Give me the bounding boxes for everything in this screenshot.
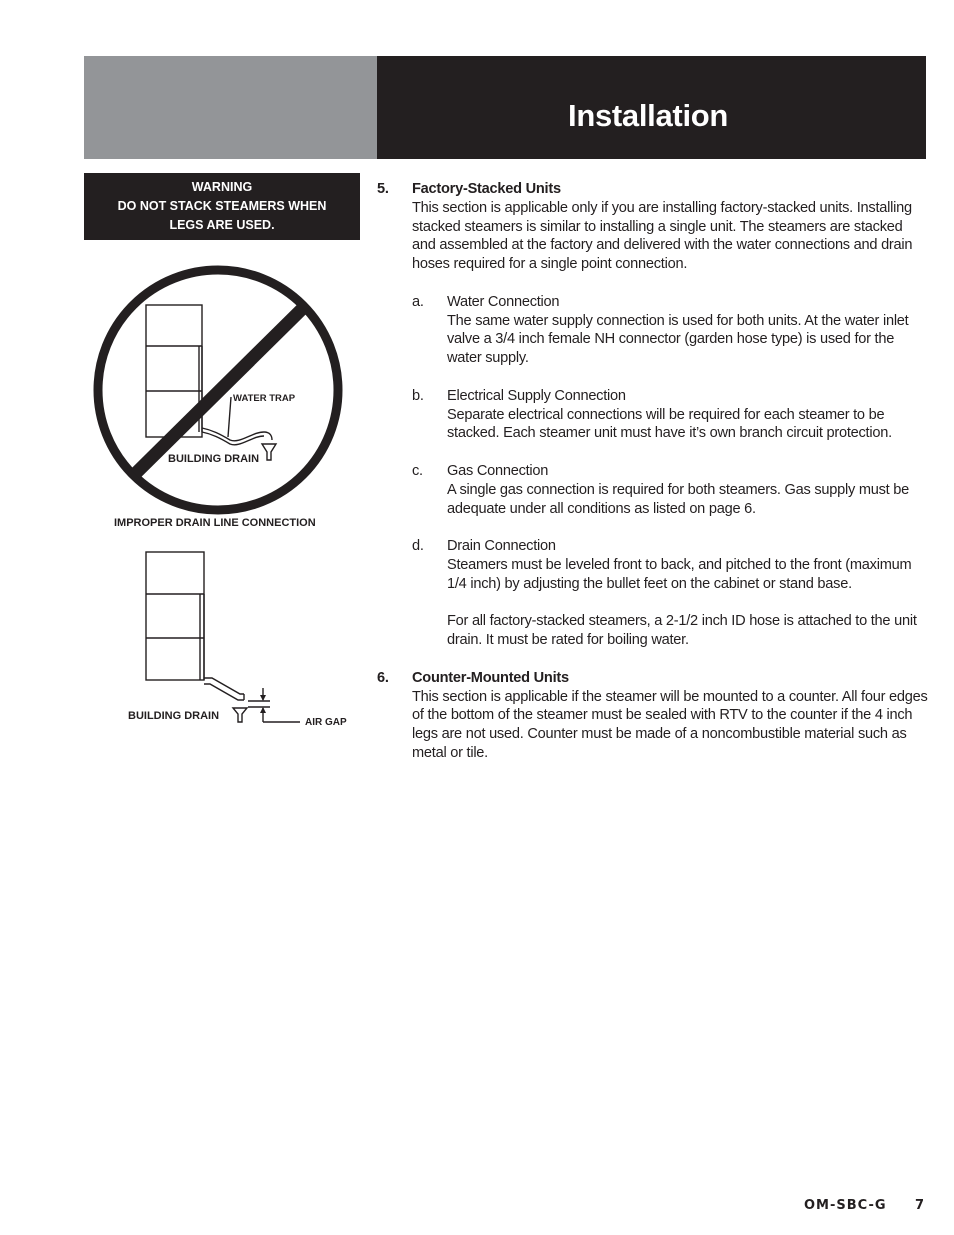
subsection-title: Electrical Supply Connection (447, 387, 626, 404)
building-drain-label: BUILDING DRAIN (168, 453, 260, 465)
section-number: 6. (377, 669, 389, 686)
subsection-electrical-connection (412, 387, 929, 443)
section-factory-stacked (377, 180, 929, 650)
subsection-body: The same water supply connection is used for both units. At the water inlet valve a 3/4 inch female NH connector (garden hose type) is used for the water supply. (447, 312, 909, 367)
proper-drain-figure (84, 545, 364, 735)
section-body: This section is applicable only if you are installing factory-stacked units. Installing stacked steamers is similar to installing a single unit. The steamers are stacked and assembled at the factory and delivered with the water connections and drain hoses required for a single point connection. (412, 199, 913, 273)
subsection-title: Gas Connection (447, 462, 549, 479)
section-counter-mounted (377, 669, 929, 763)
header-black-block (377, 56, 926, 159)
instructions-content (377, 180, 929, 763)
warning-text-line1: DO NOT STACK STEAMERS WHEN (117, 199, 327, 213)
subsection-title: Water Connection (447, 293, 560, 310)
improper-drain-figure (84, 265, 364, 535)
water-trap-label: WATER TRAP (233, 393, 296, 404)
subsection-letter: b. (412, 387, 424, 404)
warning-box (84, 173, 360, 240)
section-title: Counter-Mounted Units (412, 669, 569, 686)
subsection-body: A single gas connection is required for both steamers. Gas supply must be adequate under all conditions as listed on page 6. (447, 481, 909, 517)
subsection-drain-connection (412, 537, 929, 650)
subsection-title: Drain Connection (447, 538, 556, 555)
figure-caption: IMPROPER DRAIN LINE CONNECTION (114, 517, 316, 529)
footer-doc-code: OM-SBC-G (804, 1198, 887, 1213)
subsection-body-2: For all factory-stacked steamers, a 2-1/2 inch ID hose is attached to the unit drain. It must be rated for boiling water. (447, 613, 917, 649)
warning-text-line2: LEGS ARE USED. (169, 218, 275, 232)
steamer-stack-drawing-2 (146, 552, 300, 722)
warning-heading: WARNING (191, 180, 253, 194)
subsection-water-connection (412, 293, 929, 368)
section-body: This section is applicable if the steamer will be mounted to a counter. All four edges of the bottom of the steamer must be sealed with RTV to the counter if the 4 inch legs are not used. Counter must be made of a noncombustible material such as metal or tile. (412, 688, 928, 761)
page-title: Installation (568, 98, 729, 133)
header-gray-block (84, 56, 377, 159)
building-drain-label-2: BUILDING DRAIN (128, 710, 220, 722)
section-number: 5. (377, 181, 389, 197)
subsection-body: Steamers must be leveled front to back, and pitched to the front (maximum 1/4 inch) by adjusting the bullet feet on the cabinet or stand base. (447, 556, 912, 592)
subsection-letter: c. (412, 462, 423, 479)
air-gap-label: AIR GAP (305, 717, 347, 728)
subsection-letter: a. (412, 293, 424, 310)
subsection-letter: d. (412, 538, 424, 555)
subsection-body: Separate electrical connections will be required for each steamer to be stacked. Each steamer unit must have it’s own branch circuit protection. (447, 406, 892, 442)
section-title: Factory-Stacked Units (412, 181, 561, 197)
footer-page-number: 7 (915, 1198, 925, 1213)
subsection-gas-connection (412, 462, 929, 518)
